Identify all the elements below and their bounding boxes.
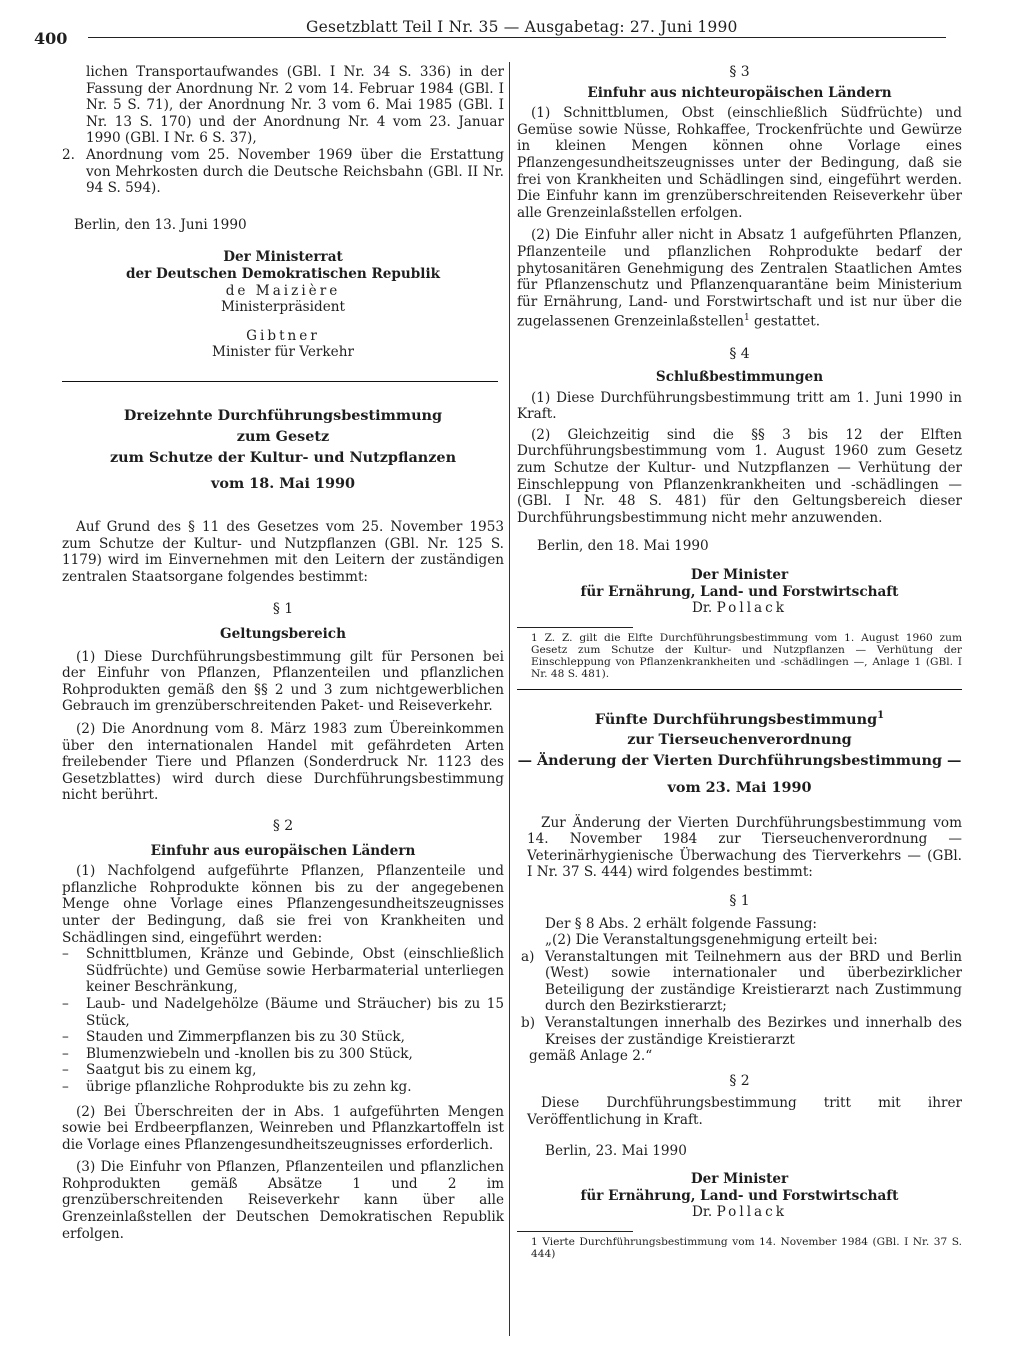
preamble: Auf Grund des § 11 des Gesetzes vom 25. November 1953 zum Schutze der Kultur- und Nutzpflanzen (GBl. Nr. 125 S. 1179) wird im Einvernehmen mit den Leitern der zuständigen zentralen Staatsorgane folgendes bestimmt: [62,519,504,585]
list-dash: – [62,1029,69,1046]
list-item-text: Anordnung vom 25. November 1969 über die Erstattung von Mehrkosten durch die Deutsche Reichsbahn (GBl. II Nr. 94 S. 594). [86,146,504,197]
document-title: zum Gesetz [236,427,330,445]
list-dash: – [62,1062,69,1079]
paragraph: Der § 8 Abs. 2 erhält folgende Fassung: [545,915,817,932]
paragraph: (1) Schnittblumen, Obst (einschließlich Südfrüchte) und Gemüse sowie Nüsse, Rohkaffee, Trockenfrüchte und Gewürze in kleinen Mengen können ohne Vorlage eines Pflanzengesundheitszeugnisses unter der Bedingung, daß sie frei von Krankheiten und Schädlingen sind, eingeführt werden. Die Einfuhr kann im grenzüberschreitenden Reiseverkehr über alle Grenzeinlaßstellen erfolgen. [517,105,962,221]
signature-name: Gibtner [246,327,320,344]
signature-role: Ministerpräsident [221,299,345,316]
paragraph: (2) Bei Überschreiten der in Abs. 1 aufgeführten Mengen sowie bei Erdbeerpflanzen, Weinreben und Pflanzkartoffeln ist die Vorlage eines Pflanzengesundheitszeugnisses erforderlich. [62,1103,504,1153]
list-item: – Schnittblumen, Kränze und Gebinde, Obst (einschließlich Südfrüchte) und Gemüse sowie Herbarmaterial unterliegen keiner Beschränkung, [62,946,504,996]
list-dash: – [62,995,69,1012]
footnote: 1 Vierte Durchführungsbestimmung vom 14. November 1984 (GBl. I Nr. 37 S. 444) [531,1236,962,1261]
signature-role: Minister für Verkehr [212,344,354,361]
footnote-ref: 1 [743,313,750,324]
preamble: Zur Änderung der Vierten Durchführungsbestimmung vom 14. November 1984 zur Tierseuchenverordnung — Veterinärhygienische Überwachung des Tierverkehrs — (GBl. I Nr. 37 S. 444) wird folgendes bestimmt: [527,814,962,881]
paragraph: (2) Gleichzeitig sind die §§ 3 bis 12 der Elften Durchführungsbestimmung vom 1. August 1960 zum Gesetz zum Schutze der Kultur- und Nutzpflanzen — Verhütung der Einschleppung von Pflanzenkrankheiten und -schädlingen — (GBl. I Nr. 48 S. 481) für den Geltungsbereich dieser Durchführungsbestimmung nicht mehr anzuwenden. [517,426,962,526]
signature-name: Dr. Pollack [692,600,787,617]
column-divider [509,62,510,1336]
section-number: § 3 [729,64,750,80]
left-column [62,64,504,1242]
document-title: — Änderung der Vierten Durchführungsbestimmung — [517,751,962,769]
section-number: § 2 [729,1072,750,1089]
section-number: § 4 [729,346,750,363]
document-date: vom 18. Mai 1990 [210,475,356,493]
signature-org: für Ernährung, Land- und Forstwirtschaft [580,1187,899,1204]
section-title: Einfuhr aus nichteuropäischen Ländern [587,84,892,101]
paragraph: (1) Diese Durchführungsbestimmung gilt für Personen bei der Einfuhr von Pflanzen, Pflanzenteilen und pflanzlichen Rohprodukten gemäß den §§ 2 und 3 zum nichtgewerblichen Gebrauch im grenzüberschreitenden Paket- und Reiseverkehr. [62,648,504,715]
paragraph: (2) Die Einfuhr aller nicht in Absatz 1 aufgeführten Pflanzen, Pflanzenteile und pflanzlichen Rohprodukte bedarf der phytosanitären Genehmigung des Zentralen Staatlichen Amtes für Pflanzenschutz und Pflanzenquarantäne beim Ministerium für Ernährung, Land- und Forstwirtschaft und ist nur über die zugelassenen Grenzeinlaßstellen$^1$ gestattet. [517,227,962,330]
footnote-ref: 1 [877,709,885,721]
document-title: zum Schutze der Kultur- und Nutzpflanzen [109,448,457,466]
list-dash: – [62,1078,69,1095]
document-title: Fünfte Durchführungsbestimmung$^1$ [594,709,885,728]
list-item-text: lichen Transportaufwandes (GBl. I Nr. 34 S. 336) in der Fassung der Anordnung Nr. 2 vom 14. Februar 1984 (GBl. I Nr. 5 S. 71), der Anordnung Nr. 3 vom 6. Mai 1985 (GBl. I Nr. 13 S. 170) und der Anordnung Nr. 4 vom 23. Januar 1990 (GBl. I Nr. 6 S. 37), [86,64,504,147]
paragraph: (1) Nachfolgend aufgeführte Pflanzen, Pflanzenteile und pflanzliche Rohprodukte können bis zu der angegebenen Menge ohne Vorlage eines Pflanzengesundheitszeugnisses unter der Bedingung, daß sie frei von Krankheiten und Schädlingen sind, eingeführt werden: [62,863,504,946]
list-dash: – [62,1045,69,1062]
running-header: Gesetzblatt Teil I Nr. 35 — Ausgabetag: 27. Juni 1990 [306,18,738,36]
place-date: Berlin, den 13. Juni 1990 [74,216,247,233]
section-number: § 1 [729,892,750,909]
signature-org: Der Minister [690,1171,789,1188]
right-column [517,64,962,1260]
paragraph: „(2) Die Veranstaltungsgenehmigung erteilt bei: [545,932,878,949]
section-number: § 2 [272,818,294,834]
list-item: – Laub- und Nadelgehölze (Bäume und Sträucher) bis zu 15 Stück, [62,995,504,1029]
list-item: – Blumenzwiebeln und -knollen bis zu 300 Stück, [62,1045,413,1062]
document-title: zur Tierseuchenverordnung [627,731,852,749]
list-item-number: 2. [62,146,75,163]
document-title: Dreizehnte Durchführungsbestimmung [123,406,443,424]
list-item: – Stauden und Zimmerpflanzen bis zu 30 Stück, [62,1029,405,1046]
list-item: a) Veranstaltungen mit Teilnehmern aus der BRD und Berlin (West) sowie internationaler und überbezirklicher Beteiligung der zuständige Kreistierarzt nach Zustimmung durch den Bezirkstierarzt; [521,948,962,1015]
page-number: 400 [34,29,68,48]
section-number: § 1 [272,601,294,618]
document-date: vom 23. Mai 1990 [667,778,812,796]
signature-org: Der Minister [690,566,789,583]
paragraph: (2) Die Anordnung vom 8. März 1983 zum Übereinkommen über den internationalen Handel mit gefährdeten Arten freilebender Tiere und Pflanzen (Sonderdruck Nr. 1123 des Gesetzblattes) wird durch diese Durchführungsbestimmung nicht berührt. [62,721,504,804]
header-rule [88,37,946,38]
section-title: Einfuhr aus europäischen Ländern [150,842,416,859]
list-dash: – [62,946,69,963]
footnote: 1 Z. Z. gilt die Elfte Durchführungsbestimmung vom 1. August 1960 zum Gesetz zum Schutze der Kultur- und Nutzpflanzen — Verhütung der Einschleppung von Pflanzenkrankheiten und -schädlingen —, Anlage 1 (GBl. I Nr. 48 S. 481). [531,631,962,681]
paragraph: gemäß Anlage 2.“ [529,1048,653,1065]
list-item [62,147,504,197]
signature-name: Dr. Pollack [692,1204,787,1221]
list-item: – Saatgut bis zu einem kg, [62,1062,257,1079]
signature-org: für Ernährung, Land- und Forstwirtschaft [580,583,899,600]
list-item: – übrige pflanzliche Rohprodukte bis zu zehn kg. [62,1078,412,1095]
section-title: Geltungsbereich [220,626,346,643]
paragraph: (1) Diese Durchführungsbestimmung tritt am 1. Juni 1990 in Kraft. [517,389,962,423]
paragraph: Diese Durchführungsbestimmung tritt mit ihrer Veröffentlichung in Kraft. [527,1095,962,1129]
list-item: b) Veranstaltungen innerhalb des Bezirkes und innerhalb des Kreises der zuständige Kreistierarzt [521,1015,962,1048]
place-date: Berlin, den 18. Mai 1990 [537,538,709,555]
list-item [62,64,504,147]
section-title: Schlußbestimmungen [655,369,824,386]
place-date: Berlin, 23. Mai 1990 [545,1142,687,1159]
paragraph: (3) Die Einfuhr von Pflanzen, Pflanzenteilen und pflanzlichen Rohprodukten gemäß Absätze 1 und 2 im grenzüberschreitenden Reiseverkehr kann über alle Grenzeinlaßstellen der Deutschen Demokratischen Republik erfolgen. [62,1159,504,1242]
signature-org: Der Ministerrat [223,249,343,266]
signature-name: de Maizière [225,282,341,299]
signature-org: der Deutschen Demokratischen Republik [125,265,441,282]
